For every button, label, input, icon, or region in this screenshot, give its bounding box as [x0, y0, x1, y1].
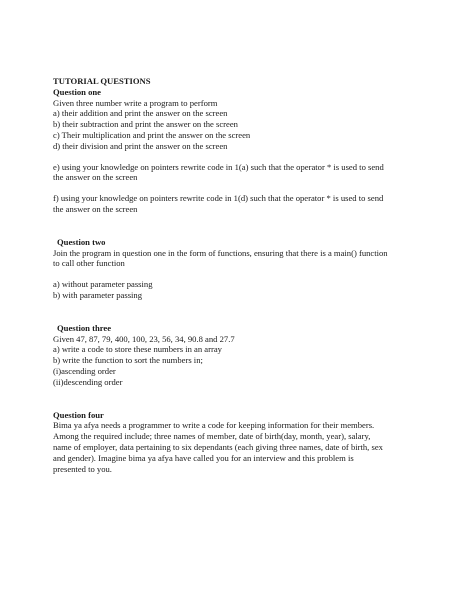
question-four-line2: Among the required include; three names of member, date of birth(day, month, year), salary,: [53, 431, 371, 442]
question-four-heading: Question four: [53, 409, 104, 420]
question-one-heading: Question one: [53, 86, 101, 97]
question-two-line2: to call other function: [53, 258, 125, 269]
question-two-item-a: a) without parameter passing: [53, 279, 153, 290]
document-page: [53, 76, 425, 474]
question-three-item-a: a) write a code to store these numbers in an array: [53, 344, 222, 355]
question-three-item-b: b) write the function to sort the numbers in;: [53, 355, 203, 366]
question-one-item-e-line2: the answer on the screen: [53, 172, 138, 183]
question-one-item-f-line2: the answer on the screen: [53, 203, 138, 214]
question-one-item-e-line1: e) using your knowledge on pointers rewrite code in 1(a) such that the operator * is used to send: [53, 161, 384, 172]
question-two-line1: Join the program in question one in the form of functions, ensuring that there is a main() function: [53, 247, 388, 258]
question-four-line1: Bima ya afya needs a programmer to write a code for keeping information for their members.: [53, 420, 375, 431]
question-three-heading: Question three: [57, 322, 112, 333]
question-one-item-a: a) their addition and print the answer on the screen: [53, 108, 228, 119]
question-four-line3: name of employer, data pertaining to six dependants (each giving three names, date of birth, sex: [53, 441, 383, 452]
question-four-line5: presented to you.: [53, 463, 112, 474]
question-one-intro: Given three number write a program to perform: [53, 97, 218, 108]
document-title: TUTORIAL QUESTIONS: [53, 76, 151, 86]
question-one-item-d: d) their division and print the answer on the screen: [53, 140, 228, 151]
question-one-item-b: b) their subtraction and print the answer on the screen: [53, 119, 238, 130]
question-two-heading: Question two: [57, 236, 106, 247]
question-one-item-f-line1: f) using your knowledge on pointers rewrite code in 1(d) such that the operator * is used to send: [53, 193, 384, 204]
question-three-line1: Given 47, 87, 79, 400, 100, 23, 56, 34, 90.8 and 27.7: [53, 333, 235, 344]
question-two-item-b: b) with parameter passing: [53, 289, 143, 300]
question-three-item-ii: (ii)descending order: [53, 376, 123, 387]
question-one-item-c: c) Their multiplication and print the answer on the screen: [53, 129, 251, 140]
question-three-item-i: (i)ascending order: [53, 365, 116, 376]
question-four-line4: and gender). Imagine bima ya afya have called you for an interview and this problem is: [53, 452, 354, 463]
